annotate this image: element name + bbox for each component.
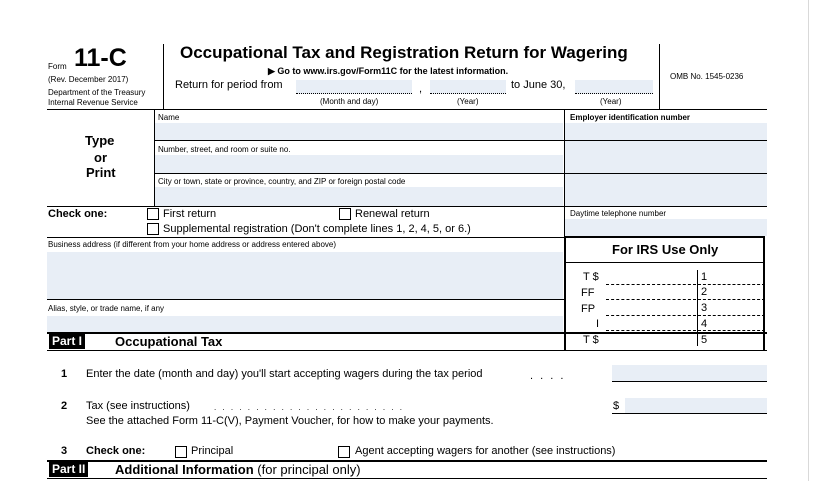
ein-extra-area — [565, 141, 767, 173]
irs-num-2: 2 — [701, 286, 708, 298]
supplemental-label: Supplemental registration (Don't complete lines 1, 2, 4, 5, or 6.) — [163, 223, 471, 235]
irs-code-2: FF — [581, 287, 595, 299]
city-right-area — [565, 174, 767, 206]
period-year-field[interactable] — [430, 80, 506, 94]
form-word: Form — [48, 62, 67, 71]
city-field[interactable] — [155, 187, 563, 206]
part2-title: Additional Information — [115, 462, 254, 477]
line2-subtext: See the attached Form 11-C(V), Payment Voucher, for how to make your payments. — [86, 415, 494, 427]
agent-label: Agent accepting wagers for another (see instructions) — [355, 445, 616, 457]
principal-label: Principal — [191, 445, 234, 457]
line3-check-one-label: Check one: — [86, 445, 146, 457]
irs-use-title: For IRS Use Only — [612, 242, 719, 257]
to-year-field[interactable] — [575, 80, 653, 94]
address-label: Number, street, and room or suite no. — [158, 145, 291, 154]
first-return-label: First return — [163, 208, 217, 220]
irs-code-5: T $ — [583, 334, 599, 346]
irs-code-4: I — [596, 318, 600, 330]
part2-title-suffix: (for principal only) — [257, 462, 361, 477]
name-field[interactable] — [155, 123, 563, 140]
irs-num-4: 4 — [701, 318, 708, 330]
business-address-field[interactable] — [47, 252, 563, 299]
period-month-day-field[interactable] — [296, 80, 412, 94]
page-edge — [808, 0, 809, 481]
department: Department of the Treasury — [48, 88, 146, 97]
part2-title-line — [115, 462, 361, 477]
line2-number: 2 — [61, 400, 68, 412]
ein-field[interactable] — [565, 123, 767, 140]
to-june-label: to June 30, — [511, 79, 566, 91]
irs-num-3: 3 — [701, 302, 708, 314]
year-caption: (Year) — [457, 97, 479, 106]
line2-tax-field[interactable] — [625, 398, 767, 413]
alias-field[interactable] — [47, 316, 563, 332]
line1-text: Enter the date (month and day) you'll start accepting wagers during the tax period — [86, 368, 483, 380]
part1-badge: Part I — [49, 334, 85, 349]
principal-checkbox[interactable] — [175, 446, 187, 458]
irs-code-3: FP — [581, 303, 596, 315]
or-label: or — [94, 150, 107, 165]
irs-code-1: T $ — [583, 271, 599, 283]
line1-number: 1 — [61, 368, 68, 380]
part2-badge: Part II — [49, 462, 88, 477]
part1-title: Occupational Tax — [115, 334, 223, 349]
agent-checkbox[interactable] — [338, 446, 350, 458]
revision-date: (Rev. December 2017) — [48, 75, 129, 84]
alias-label: Alias, style, or trade name, if any — [48, 304, 165, 313]
print-label: Print — [86, 165, 116, 180]
form-title: Occupational Tax and Registration Return for Wagering — [180, 43, 628, 62]
comma: , — [419, 83, 423, 95]
omb-number: OMB No. 1545-0236 — [670, 72, 744, 81]
renewal-return-label: Renewal return — [355, 208, 430, 220]
line1-dots: . . . . — [530, 370, 566, 382]
year-caption-2: (Year) — [600, 97, 622, 106]
business-address-label: Business address (if different from your home address or address entered above) — [48, 240, 336, 249]
name-label: Name — [158, 113, 180, 122]
renewal-return-checkbox[interactable] — [339, 208, 351, 220]
line2-text: Tax (see instructions) — [86, 400, 190, 412]
phone-field[interactable] — [565, 219, 767, 236]
ein-label: Employer identification number — [570, 113, 691, 122]
form-number: 11-C — [74, 44, 127, 72]
line1-date-field[interactable] — [612, 365, 767, 381]
line2-dollar-sign: $ — [613, 400, 620, 412]
city-label: City or town, state or province, country, and ZIP or foreign postal code — [158, 177, 406, 186]
line2-dots: . . . . . . . . . . . . . . . . . . . . . . . — [214, 403, 405, 412]
type-label: Type — [85, 133, 115, 148]
phone-label: Daytime telephone number — [570, 209, 667, 218]
month-day-caption: (Month and day) — [320, 97, 379, 106]
address-field[interactable] — [155, 155, 563, 173]
period-label: Return for period from — [175, 79, 283, 91]
irs-num-5: 5 — [701, 334, 708, 346]
check-one-label: Check one: — [48, 208, 108, 220]
goto-link-text[interactable]: ▶ Go to www.irs.gov/Form11C for the latest information. — [268, 66, 509, 76]
line3-number: 3 — [61, 445, 68, 457]
agency: Internal Revenue Service — [48, 98, 138, 107]
first-return-checkbox[interactable] — [147, 208, 159, 220]
irs-num-1: 1 — [701, 271, 708, 283]
supplemental-checkbox[interactable] — [147, 223, 159, 235]
